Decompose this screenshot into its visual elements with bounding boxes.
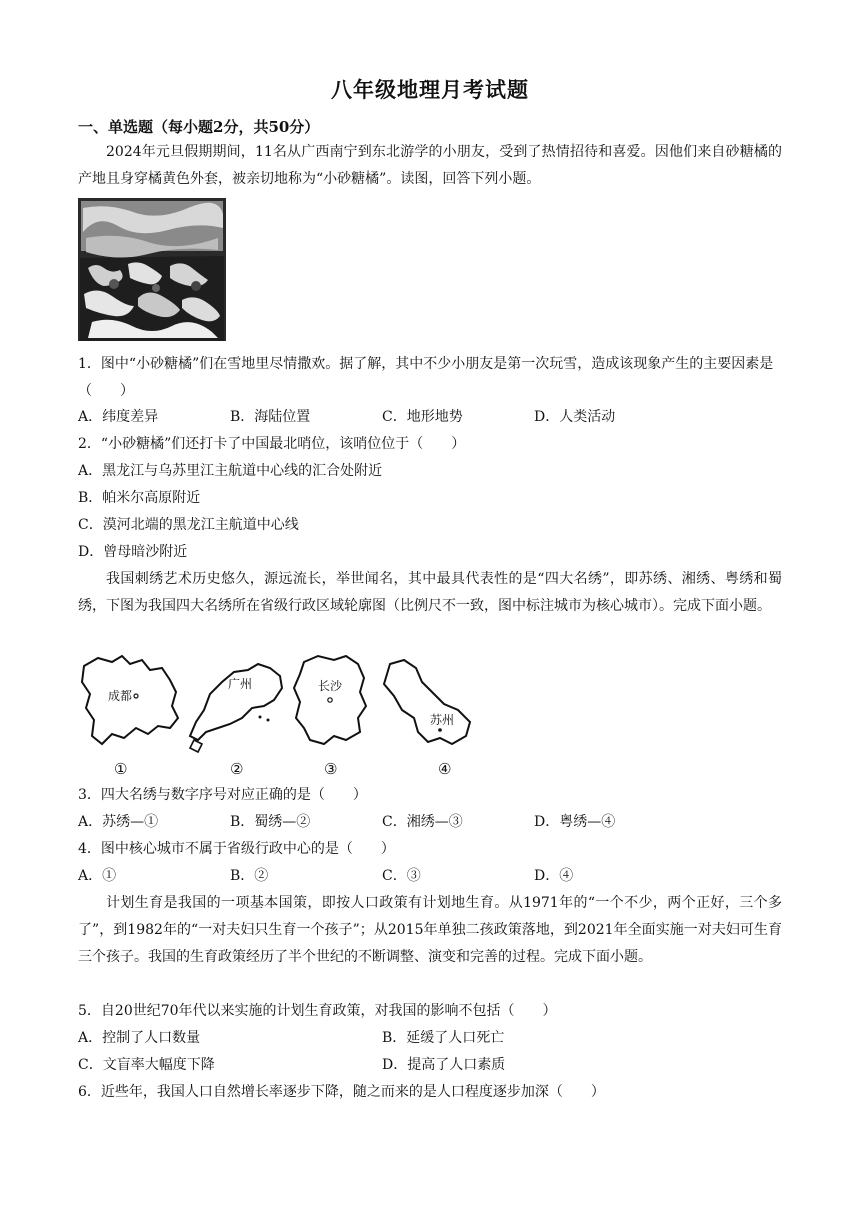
- map-hunan: [294, 656, 366, 778]
- province-outline-maps: [78, 652, 488, 780]
- city-label-2: 广州: [228, 677, 253, 691]
- q1-option-a[interactable]: A．纬度差异: [78, 409, 159, 425]
- q2-option-c[interactable]: C．漠河北端的黑龙江主航道中心线: [78, 517, 299, 533]
- q4-option-b[interactable]: B．②: [230, 868, 269, 884]
- map-number-1: ①: [114, 760, 128, 778]
- question-4: 4．图中核心城市不属于省级行政中心的是（ ）: [78, 841, 395, 857]
- q5-option-c[interactable]: C．文盲率大幅度下降: [78, 1057, 215, 1073]
- q3-option-c[interactable]: C．湘绣—③: [382, 814, 463, 830]
- intro-paragraph-3: 计划生育是我国的一项基本国策，即按人口政策有计划地生育。从1971年的“一个不少，两个正好，三个多了”，到1982年的“一对夫妇只生育一个孩子”；从2015年单独二孩政策落地，到2021年全面实施一对夫妇可生育三个孩子。我国的生育政策经历了半个世纪的不断调整、演变和完善的过程。完成下面小题。: [78, 895, 782, 965]
- q4-option-c[interactable]: C．③: [382, 868, 421, 884]
- q4-option-a[interactable]: A．①: [78, 868, 117, 884]
- map-number-4: ④: [438, 760, 452, 778]
- q5-option-a[interactable]: A．控制了人口数量: [78, 1030, 201, 1046]
- q2-option-b[interactable]: B．帕米尔高原附近: [78, 490, 201, 506]
- q5-option-d[interactable]: D．提高了人口素质: [382, 1057, 506, 1073]
- question-5: 5．自20世纪70年代以来实施的计划生育政策，对我国的影响不包括（ ）: [78, 1003, 557, 1019]
- map-number-2: ②: [230, 760, 244, 778]
- page-title: 八年级地理月考试题: [331, 77, 529, 102]
- q1-option-c[interactable]: C．地形地势: [382, 409, 463, 425]
- q1-option-b[interactable]: B．海陆位置: [230, 409, 311, 425]
- city-label-3: 长沙: [318, 679, 343, 693]
- snow-photo: [78, 198, 226, 341]
- q2-option-a[interactable]: A．黑龙江与乌苏里江主航道中心线的汇合处附近: [78, 463, 383, 479]
- map-sichuan: [82, 656, 178, 778]
- q3-option-d[interactable]: D．粤绣—④: [534, 814, 616, 830]
- question-1: 1．图中“小砂糖橘”们在雪地里尽情撒欢。据了解，其中不少小朋友是第一次玩雪，造成该现象产生的主要因素是（ ）: [78, 356, 774, 399]
- q5-option-b[interactable]: B．延缓了人口死亡: [382, 1030, 505, 1046]
- q3-option-b[interactable]: B．蜀绣—②: [230, 814, 311, 830]
- intro-paragraph-2: 我国刺绣艺术历史悠久，源远流长，举世闻名，其中最具代表性的是“四大名绣”，即苏绣、湘绣、粤绣和蜀绣，下图为我国四大名绣所在省级行政区域轮廓图（比例尺不一致，图中标注城市为核心城市）。完成下面小题。: [78, 571, 782, 614]
- q1-option-d[interactable]: D．人类活动: [534, 409, 616, 425]
- map-number-3: ③: [324, 760, 338, 778]
- map-jiangsu: [384, 660, 470, 778]
- city-label-1: 成都: [108, 689, 133, 703]
- question-2: 2．“小砂糖橘”们还打卡了中国最北哨位，该哨位位于（ ）: [78, 436, 466, 452]
- question-6: 6．近些年，我国人口自然增长率逐步下降，随之而来的是人口程度逐步加深（ ）: [78, 1084, 605, 1100]
- section-heading: 一、单选题（每小题2分，共50分）: [78, 118, 320, 136]
- q3-option-a[interactable]: A．苏绣—①: [78, 814, 159, 830]
- q4-option-d[interactable]: D．④: [534, 868, 574, 884]
- question-3: 3．四大名绣与数字序号对应正确的是（ ）: [78, 787, 367, 803]
- q2-option-d[interactable]: D．曾母暗沙附近: [78, 544, 188, 560]
- city-label-4: 苏州: [430, 713, 455, 727]
- map-guangdong: [190, 664, 282, 778]
- intro-paragraph-1: 2024年元旦假期期间，11名从广西南宁到东北游学的小朋友，受到了热情招待和喜爱。因他们来自砂糖橘的产地且身穿橘黄色外套，被亲切地称为“小砂糖橘”。读图，回答下列小题。: [78, 144, 782, 187]
